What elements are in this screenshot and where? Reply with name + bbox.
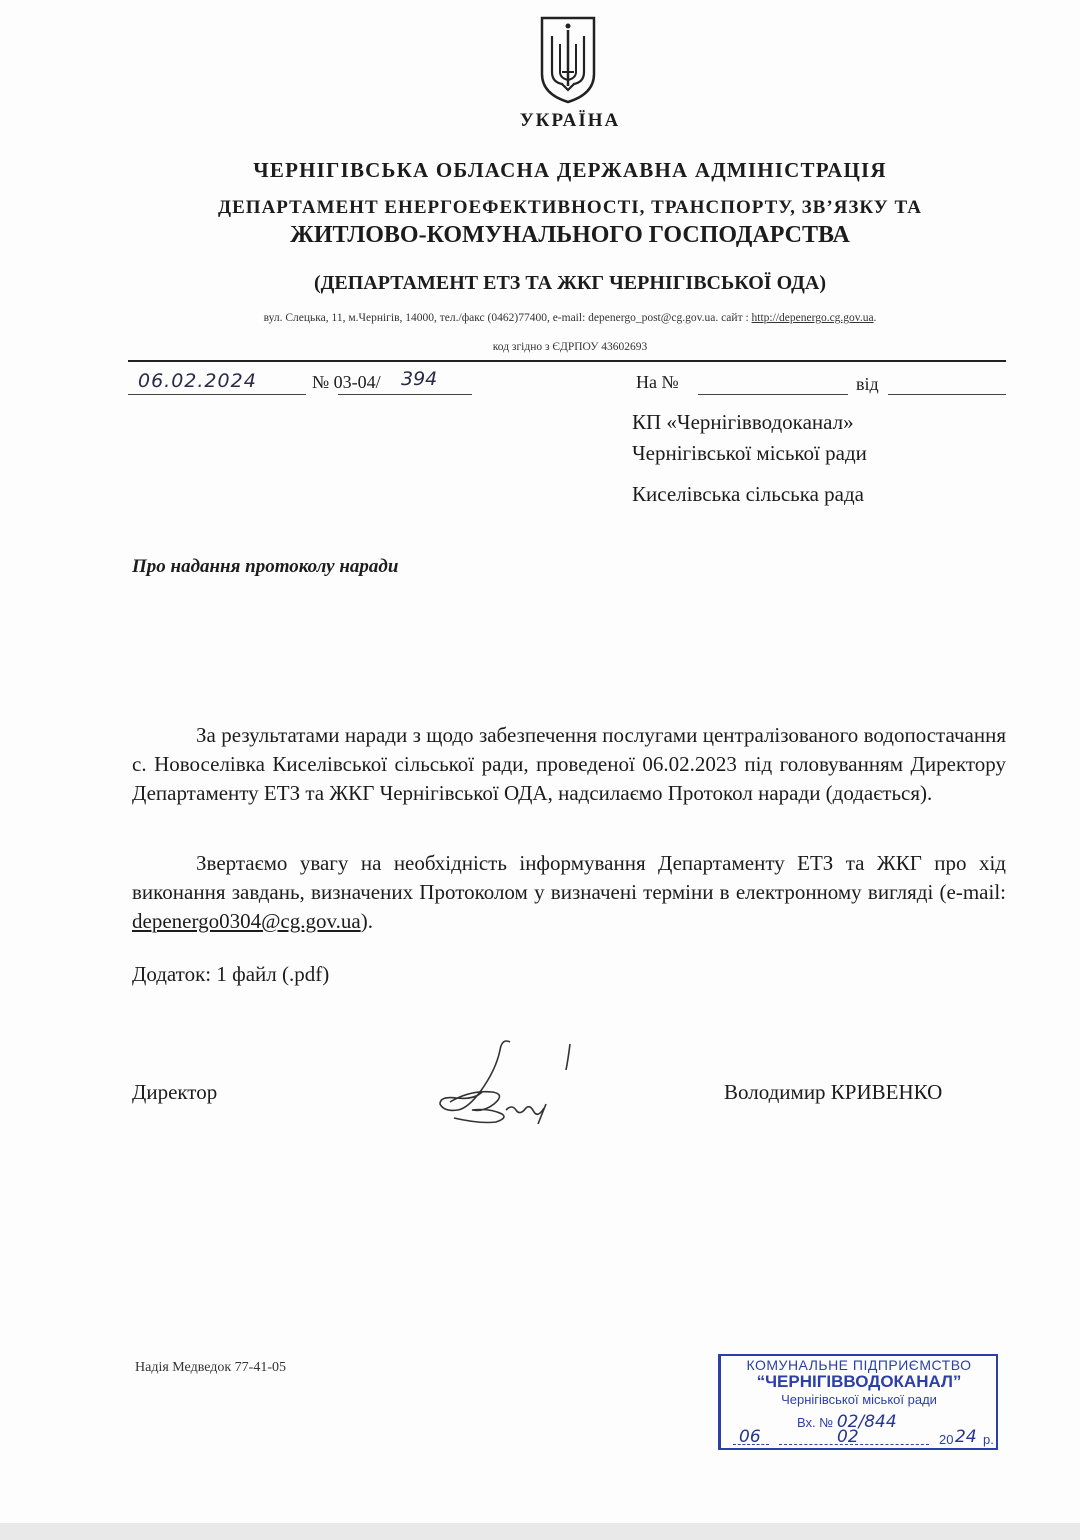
body-paragraph-2-end: ). [360, 909, 373, 933]
body-paragraph-1-text: За результатами наради з щодо забезпечення послугами централізованого водопостачання с. Новоселівка Киселівської сільської ради, проведеної 06.02.2023 під головуванням Директору Департаменту ЕТЗ та ЖКГ Чернігівської ОДА, надсилаємо Протокол наради (додається). [132, 723, 1006, 805]
edrpou-code: код згідно з ЄДРПОУ 43602693 [492, 341, 648, 353]
department-name-line2: ЖИТЛОВО-КОМУНАЛЬНОГО ГОСПОДАРСТВА [290, 222, 850, 248]
handwritten-signature-icon [410, 1030, 590, 1130]
addressee-line3: Киселівська сільська рада [632, 482, 864, 506]
coat-of-arms-icon [538, 14, 598, 106]
contacts-address: вул. Слецька, 11, м.Чернігів, 14000, тел./факс (0462)77400, e-mail: [263, 312, 589, 324]
outgoing-date-line [128, 394, 306, 395]
in-reply-label: На № [636, 372, 679, 392]
in-reply-date-line [888, 394, 1006, 395]
contacts-end: . [873, 312, 877, 324]
body-email-link[interactable]: depenergo0304@cg.gov.ua [132, 909, 361, 933]
stamp-day: 06 [739, 1427, 761, 1447]
department-short-name: (ДЕПАРТАМЕНТ ЕТЗ ТА ЖКГ ЧЕРНІГІВСЬКОЇ ОДА) [313, 272, 826, 294]
stamp-year: 24 [955, 1427, 977, 1447]
in-reply-from-label: від [856, 374, 879, 394]
stamp-line2: “ЧЕРНІГІВВОДОКАНАЛ” [756, 1372, 962, 1391]
addressee-line2: Чернігівської міської ради [632, 441, 867, 465]
department-name-line1: ДЕПАРТАМЕНТ ЕНЕРГОЕФЕКТИВНОСТІ, ТРАНСПОРТУ, ЗВ’ЯЗКУ ТА [218, 197, 922, 218]
header-divider [128, 360, 1006, 362]
body-paragraph-1 [132, 721, 1006, 808]
administration-name: ЧЕРНІГІВСЬКА ОБЛАСНА ДЕРЖАВНА АДМІНІСТРАЦІЯ [253, 158, 887, 182]
stamp-incoming-number: 02/844 [836, 1412, 897, 1432]
signatory-name: Володимир КРИВЕНКО [724, 1080, 943, 1104]
stamp-year-end: р. [983, 1432, 994, 1447]
letter-subject: Про надання протоколу наради [132, 556, 399, 577]
contacts-email: depenergo_post@cg.gov.ua [588, 312, 716, 324]
body-paragraph-2 [132, 849, 1006, 936]
stamp-line3: Чернігівської міської ради [781, 1392, 937, 1407]
stamp-incoming-label: Вх. № [797, 1415, 834, 1430]
country-name: УКРАЇНА [519, 110, 621, 131]
contacts-site-label: . сайт : [715, 312, 752, 324]
attachment-note: Додаток: 1 файл (.pdf) [132, 962, 330, 986]
executor-contact: Надія Медведок 77-41-05 [135, 1360, 286, 1375]
contacts-site-link[interactable]: http://depenergo.cg.gov.ua [751, 312, 874, 324]
outgoing-number-line [338, 394, 472, 395]
body-paragraph-2-text: Звертаємо увагу на необхідність інформування Департаменту ЕТЗ та ЖКГ про хід виконання завдань, визначених Протоколом у визначені терміни в електронному вигляді (e-mail: [132, 851, 1006, 904]
contacts-line [30, 312, 1080, 324]
incoming-registration-stamp [718, 1354, 998, 1450]
stamp-year-prefix: 20 [939, 1432, 954, 1447]
signatory-position: Директор [132, 1080, 218, 1104]
in-reply-number-line [698, 394, 848, 395]
addressee-line1: КП «Чернігівводоканал» [632, 410, 854, 434]
outgoing-number: 394 [401, 368, 438, 390]
stamp-line1: КОМУНАЛЬНЕ ПІДПРИЄМСТВО [746, 1357, 972, 1373]
outgoing-number-prefix: № 03-04/ [312, 372, 381, 392]
stamp-month: 02 [837, 1427, 859, 1447]
page-bottom-edge [0, 1523, 1080, 1540]
outgoing-date: 06.02.2024 [138, 370, 257, 392]
